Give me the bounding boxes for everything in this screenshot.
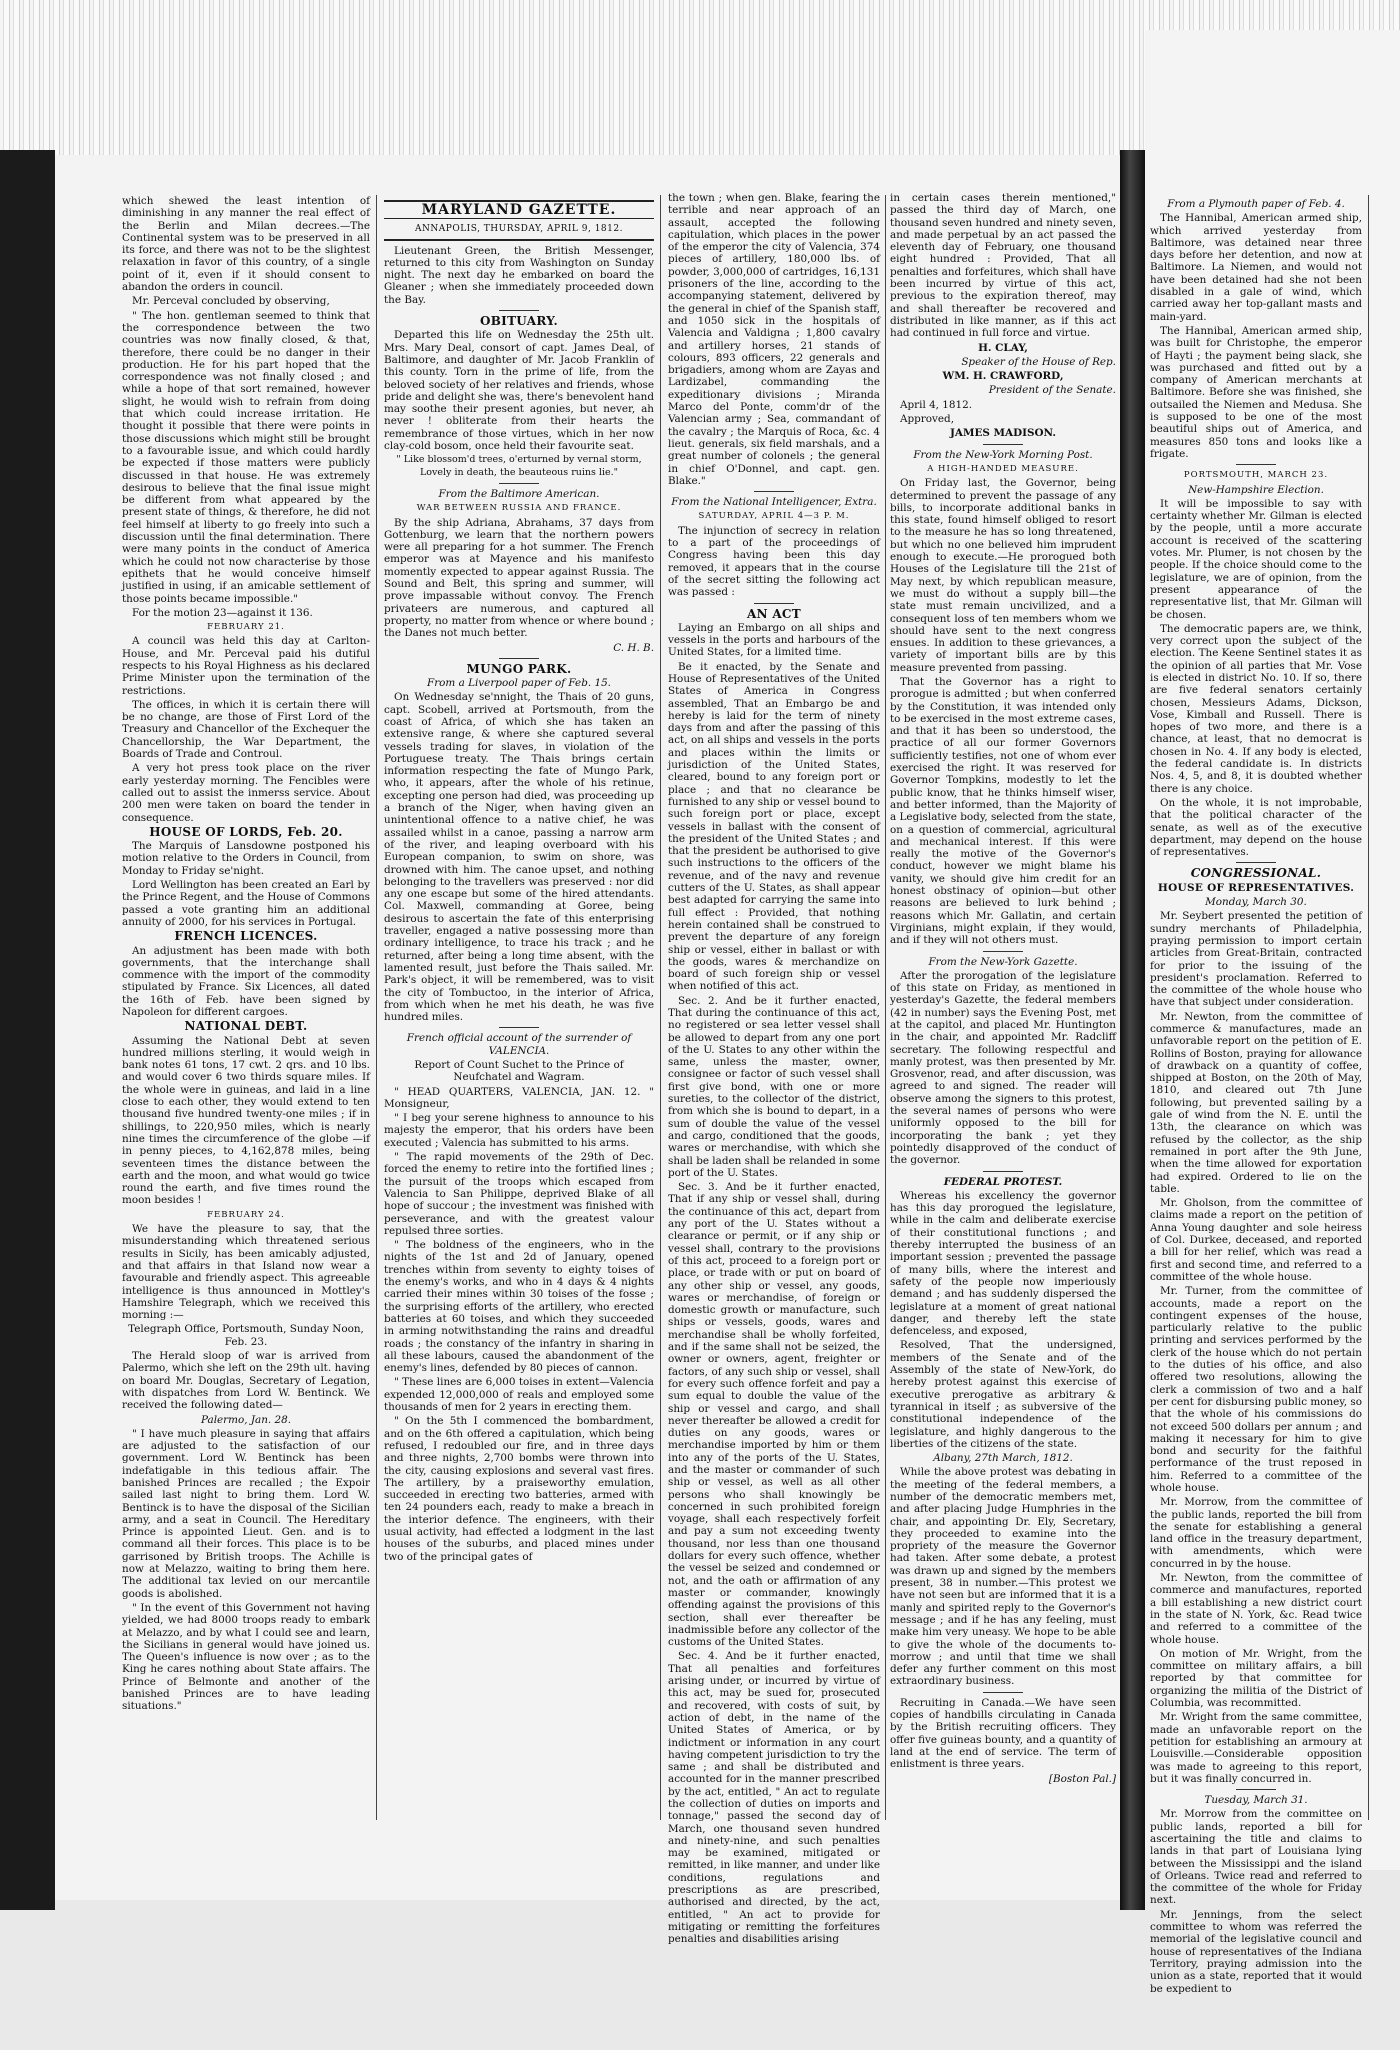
column-3 — [668, 192, 880, 1946]
paragraph: " On the 5th I commenced the bombardment, and on the 6th offered a capitulation, which being refused, I redoubled our fire, and in three days and three nights, 2,700 bombs were thrown into the city, causing explosions and several vast fires. The artillery, by a praiseworthy emulation, succeeded in erecting two batteries, armed with ten 24 pounders each, ready to make a breach in the interior defence. The engineers, with their usual activity, had effected a lodgment in the last houses of the suburbs, and placed mines under two of the principal gates of — [384, 1415, 654, 1563]
dateline-heading: Tuesday, March 31. — [1204, 1794, 1308, 1807]
source-heading: From the New-York Gazette. — [928, 955, 1078, 968]
signature-date: April 4, 1812. — [900, 398, 973, 411]
paragraph: " The rapid movements of the 29th of Dec. forced the enemy to retire into the fortified lines ; the pursuit of the troops which escaped from Valencia to San Philippe, deprived Blake of all hope of succour ; the investment was finished with perseverance, and with the greatest valour repulsed three sorties. — [384, 1151, 654, 1237]
paragraph: in certain cases therein mentioned," passed the third day of March, one thousand seven hundred and ninety seven, and made perpetual by an act passed the eleventh day of February, one thousand eight hundred : Provided, That all penalties and forfeitures, which shall have been incurred by virtue of this act, previous to the expiration thereof, may and shall thereafter be recovered and distributed in like manner, as if this act had continued in full force and virtue. — [890, 192, 1116, 340]
binding-edge-left — [0, 150, 55, 1910]
source-heading: From the National Intelligencer, Extra. — [671, 496, 877, 509]
divider — [1236, 464, 1276, 465]
paragraph: That the Governor has a right to prorogue is admitted ; but when conferred by the Constitution, it was intended only to be exercised in the most extreme cases, and that it has been so understood, the practice of all our former Governors sufficiently testifies, not one of whom ever exercised the right. It was reserved for Governor Tompkins, modestly to let the public know, that he thinks himself wiser, and better informed, than the Majority of a Legislative body, selected from the state, on a question of commercial, agricultural and mechanical interest. If this were really the motive of the Governor's conduct, however we might blame his vanity, we should give him credit for an honest obstinacy of opinion—but other reasons are believed to lurk behind ; reasons which Mr. Gallatin, and certain Virginians, might explain, if they would, and if they will not others must. — [890, 675, 1116, 947]
paragraph: Mr. Gholson, from the committee of claims made a report on the petition of Anna Young daughter and sole heiress of Col. Durkee, deceased, and reported a bill for her relief, which was read a first and second time, and referred to a committee of the whole house. — [1150, 1197, 1362, 1283]
divider — [499, 310, 539, 311]
paragraph: On the whole, it is not improbable, that the political character of the senate, as well as of the executive department, may depend on the house of representatives. — [1150, 796, 1362, 859]
section-heading: French official account of the surrender of VALENCIA. — [406, 1032, 632, 1057]
paragraph: Laying an Embargo on all ships and vessels in the ports and harbours of the United States, for a limited time. — [668, 621, 880, 659]
paragraph: Mr. Jennings, from the select committee to whom was referred the memorial of the legislative council and house of representatives of the Indiana Territory, praying admission into the union as a state, reported that it would be expedient to — [1150, 1908, 1362, 1995]
paragraph: " I have much pleasure in saying that affairs are adjusted to the satisfaction of our government. Lord W. Bentinck has been indefatigable in this tedious affair. The banished Princes are recalled ; the Expoir sailed last night to bring them. Lord W. Bentinck is to have the disposal of the Sicilian army, and a seat in Council. The Hereditary Prince is appointed Lieut. Gen. and is to command all their forces. This place is to be garrisoned by British troops. The Achille is now at Melazzo, waiting to bring them here. The additional tax levied on our mercantile goods is abolished. — [122, 1427, 370, 1600]
paragraph: Recruiting in Canada.—We have seen copies of handbills circulating in Canada by the British recruiting officers. They offer five guineas bounty, and a quantity of land at the end of service. The term of enlistment is three years. — [890, 1696, 1116, 1771]
paragraph: Lord Wellington has been created an Earl by the Prince Regent, and the House of Commons passed a vote granting him an additional annuity of 2000, for his services in Portugal. — [122, 879, 370, 928]
paragraph: A council was held this day at Carlton-House, and Mr. Perceval paid his dutiful respects to his Royal Highness as his declared Prime Minister upon the termination of the restrictions. — [122, 635, 370, 697]
paragraph: Mr. Morrow from the committee on public lands, reported a bill for ascertaining the title and claims to lands in that part of Louisiana lying between the Mississippi and the island of Orleans. Twice read and referred to the committee of the whole for Friday next. — [1150, 1808, 1362, 1907]
paragraph: " I beg your serene highness to announce to his majesty the emperor, that his orders have been executed ; Valencia has submitted to his arms. — [384, 1112, 654, 1149]
paragraph: Mr. Turner, from the committee of accounts, made a report on the contingent expenses of the house, particularly relative to the public printing and services performed by the clerk of the house which do not pertain to the duties of his office, and also offered two resolutions, allowing the clerk a commission of two and a half per cent for disbursing public money, so that the whole of his commissions do not exceed 500 dollars per annum ; and making it necessary for him to give bond and security for the faithful performance of the trust reposed in him. Referred to a committee of the whole house. — [1150, 1285, 1362, 1494]
column-rule — [376, 195, 377, 1820]
paragraph: A very hot press took place on the river early yesterday morning. The Fencibles were called out to assist the inmerss service. About 200 men were taken on board the tender in consequence. — [122, 762, 370, 824]
dateline-heading: SATURDAY, APRIL 4—3 P. M. — [698, 511, 850, 522]
paragraph: " These lines are 6,000 toises in extent—Valencia expended 12,000,000 of reals and employed some thousands of men for 2 years in erecting them. — [384, 1376, 654, 1414]
divider — [754, 603, 794, 604]
section-heading: WAR BETWEEN RUSSIA AND FRANCE. — [416, 503, 622, 514]
paragraph: the town ; when gen. Blake, fearing the terrible and near approach of an assault, accepted the following capitulation, which places in the power of the emperor the city of Valencia, 374 pieces of artillery, 180,000 lbs. of powder, 3,000,000 of cartridges, 16,131 prisoners of the line, according to the accompanying statement, delivered by the general in chief of the Spanish staff, and 1050 sick in the hospitals of Valencia and Valdigna ; 1,800 cavalry and artillery horses, 21 stands of colours, 893 officers, 22 generals and brigadiers, among whom are Zayas and Lardizabel, commanding the expeditionary divisions ; Miranda Marco del Ponte, comm'dr of the Valencian army ; Sea, commandant of the cavalry ; the Marquis of Roca, &c. 4 lieut. generals, six field marshals, and a great number of colonels ; the general in chief O'Donnel, and capt. gen. Blake." — [668, 192, 880, 487]
paragraph: Mr. Seybert presented the petition of sundry merchants of Philadelphia, praying permission to import certain articles from Great-Britain, contracted for prior to the issuing of the president's proclamation. Referred to the committee of the whole house who have that subject under consideration. — [1150, 910, 1362, 1009]
masthead-title: MARYLAND GAZETTE. — [384, 200, 654, 219]
section-heading: AN ACT — [746, 606, 802, 621]
paragraph: Mr. Morrow, from the committee of the public lands, reported the bill from the senate for establishing a general land office in the treasury department, with amendments, which were concurred in by the house. — [1150, 1496, 1362, 1570]
paragraph: Report of Count Suchet to the Prince of Neufchatel and Wagram. — [414, 1059, 624, 1084]
paragraph: Telegraph Office, Portsmouth, Sunday Noon, Feb. 23. — [128, 1323, 364, 1348]
signature-name: H. CLAY, — [978, 341, 1028, 354]
section-heading: HOUSE OF REPRESENTATIVES. — [1157, 881, 1355, 894]
source-heading: From the Baltimore American. — [438, 487, 600, 500]
divider — [1236, 862, 1276, 863]
dateline-heading: PORTSMOUTH, MARCH 23. — [1183, 470, 1329, 481]
divider — [499, 658, 539, 659]
divider — [754, 491, 794, 492]
paragraph: We have the pleasure to say, that the misunderstanding which threatened serious results in Sicily, has been amicably adjusted, and that affairs in that Island now wear a favourable and friendly aspect. This agreeable intelligence is thus announced in Mottley's Hamshire Telegraph, which we received this morning :— — [122, 1223, 370, 1322]
column-rule — [1368, 195, 1369, 1820]
source-heading: From a Liverpool paper of Feb. 15. — [427, 677, 611, 690]
paragraph: Sec. 3. And be it further enacted, That if any ship or vessel shall, during the continuance of this act, depart from any port of the U. States without a clearance or permit, or if any ship or vessel shall, contrary to the provisions of this act, proceed to a foreign port or place, or trade with or put on board of any other ship or vessel, any goods, wares or merchandise, of foreign or domestic growth or manufacture, such ships or vessels, goods, wares and merchandise shall be wholly forfeited, and if the same shall not be seized, the owner or owners, agent, freighter or factors, of any such ship or vessel, shall for every such offence forfeit and pay a sum equal to double the value of the ship or vessel and cargo, and shall never thereafter be allowed a credit for duties on any goods, wares or merchandise imported by him or them into any of the ports of the U. States, and the master or commander of such ship or vessel, as well as all other persons who shall knowingly be concerned in such prohibited foreign voyage, shall each respectively forfeit and pay a sum not exceeding twenty thousand, nor less than one thousand dollars for every such offence, whether the vessel be seized and condemned or not, and the oath or affirmation of any master or commander, knowingly offending against the provisions of this section, shall ever thereafter be inadmissible before any collector of the customs of the United States. — [668, 1181, 880, 1649]
paragraph: The Herald sloop of war is arrived from Palermo, which she left on the 29th ult. having on board Mr. Douglas, Secretary of Legation, with dispatches from Lord W. Bentinck. We received the following dated— — [122, 1350, 370, 1412]
section-heading: HOUSE OF LORDS, Feb. 20. — [149, 824, 343, 839]
paragraph: The offices, in which it is certain there will be no change, are those of First Lord of the Treasury and Chancellor of the Exchequer the Chancellorship, the War Department, the Boards of Trade and Controul. — [122, 698, 370, 761]
paragraph: Whereas his excellency the governor has this day prorogued the legislature, while in the calm and deliberate exercise of their constitutional functions ; and thereby interrupted the business of an important session ; prevented the passage of many bills, where the interest and safety of the people now imperiously demand ; and has suddenly dispersed the legislature at a moment of great national danger, and thereby left the state defenceless, and exposed, — [890, 1189, 1116, 1338]
section-heading: MUNGO PARK. — [466, 661, 572, 676]
signature: C. H. B. — [613, 641, 654, 654]
divider — [1236, 1789, 1276, 1790]
paragraph: Mr. Perceval concluded by observing, — [132, 295, 330, 308]
section-heading: OBITUARY. — [479, 314, 559, 329]
column-1 — [122, 195, 370, 1815]
divider — [499, 483, 539, 484]
column-2 — [384, 200, 654, 1820]
paragraph: Sec. 4. And be it further enacted, That all penalties and forfeitures arising under, or incurred by virtue of this act, may be sued for, prosecuted and recovered, with costs of suit, by action of debt, in the name of the United States of America, or by indictment or information in any court having competent jurisdiction to try the same ; and shall be distributed and accounted for in the manner prescribed by the act, entitled, " An act to regulate the collection of duties on imports and tonnage," passed the second day of March, one thousand seven hundred and ninety-nine, and such penalties may be examined, mitigated or remitted, in like manner, and under like conditions, regulations and prescriptions as are prescribed, authorised and directed, by the act, entitled, " An act to provide for mitigating or remitting the forfeitures penalties and disabilities arising — [668, 1650, 880, 1946]
paragraph: An adjustment has been made with both governments, that the interchange shall commence with the import of the commodity stipulated by France. Six Licences, all dated the 16th of Feb. have been signed by Napoleon for different cargoes. — [122, 944, 370, 1018]
paragraph: Lieutenant Green, the British Messenger, returned to this city from Washington on Sunday night. The next day he embarked on board the Gleaner ; when she immediately proceeded down the Bay. — [384, 244, 654, 306]
paragraph: By the ship Adriana, Abrahams, 37 days from Gottenburg, we learn that the northern powers were all preparing for a hot summer. The French emperor was at Mayence and his manifesto momently expected to appear against Russia. The Sound and Belt, this spring and summer, will prove impassable without convoy. The French privateers are numerous, and captured all property, no matter from whence or where bound ; the Danes not much better. — [384, 516, 654, 640]
paragraph: Departed this life on Wednesday the 25th ult. Mrs. Mary Deal, consort of capt. James Deal, of Baltimore, and daughter of Mr. Jacob Franklin of this county. Torn in the prime of life, from the beloved society of her relatives and friends, whose pride and delight she was, there's benevolent hand may soothe their present agonies, but never, ah never ! obliterate from their hearts the remembrance of those virtues, which in her now clay-cold bosom, once held their favourite seat. — [384, 329, 654, 453]
column-rule — [660, 195, 661, 1820]
paragraph: which shewed the least intention of diminishing in any manner the real effect of the Berlin and Milan decrees.—The Continental system was to be preserved in all its force, and there was not to be the slightest relaxation in favor of this country, of a single point of it, even if it should consent to abandon the orders in council. — [122, 195, 370, 294]
dateline-heading: Albany, 27th March, 1812. — [933, 1452, 1073, 1465]
signature-name: WM. H. CRAWFORD, — [942, 370, 1064, 383]
dateline-heading: FEBRUARY 21. — [207, 622, 285, 633]
column-rule — [885, 195, 886, 1820]
section-heading: NATIONAL DEBT. — [184, 1019, 308, 1034]
verse: " Like blossom'd trees, o'erturned by vernal storm, Lovely in death, the beauteous ruins lie." — [396, 454, 642, 478]
divider — [983, 1171, 1023, 1172]
divider — [983, 444, 1023, 445]
paragraph: The injunction of secrecy in relation to a part of the proceedings of Congress having been this day removed, it appears that in the course of the secret sitting the following act was passed : — [668, 524, 880, 599]
divider — [983, 951, 1023, 952]
paragraph: " In the event of this Government not having yielded, we had 8000 troops ready to embark at Melazzo, and by what I could see and learn, the Sicilians in general would have joined us. The Queen's influence is now over ; as to the King he cares nothing about State affairs. The Prince of Belmonte and another of the banished Princes are to have leading situations." — [122, 1601, 370, 1713]
signature: [Boston Pal.] — [1048, 1772, 1116, 1785]
section-heading: CONGRESSIONAL. — [1190, 866, 1322, 881]
signature-approved: Approved, — [900, 413, 955, 426]
paragraph: Mr. Wright from the same committee, made an unfavorable report on the petition for establishing an armoury at Louisville.—Considerable opposition was made to agreeing to this report, but it was finally concurred in. — [1150, 1711, 1362, 1785]
paragraph: The democratic papers are, we think, very correct upon the subject of the election. The Keene Sentinel states it as the opinion of all parties that Mr. Vose is elected in district No. 10. If so, there are five federal senators certainly chosen, Messieurs Adams, Dickson, Vose, Kimball and Russell. There is hopes of two more, and there is a chance, at least, that no democrat is chosen in No. 4. If any body is elected, the federal candidate is. In districts Nos. 4, 5, and 8, it is doubted whether there is any choice. — [1150, 622, 1362, 795]
dateline-heading: Monday, March 30. — [1205, 896, 1307, 909]
paragraph: On Friday last, the Governor, being determined to prevent the passage of any bills, to incorporate additional banks in this state, found himself obliged to resort to the measure he has so long threatened, but which no one believed him imprudent enough to execute.—He prorogued both Houses of the Legislature till the 21st of May next, by which republican measure, we must do without a supply bill—the state must remain uncivilized, and a consequent loss of ten members whom we should have sent to the next congress ensues. In addition to these grievances, a variety of important bills are by this measure prevented from passing. — [890, 477, 1116, 674]
book-gutter — [1120, 150, 1145, 1910]
divider — [499, 1027, 539, 1028]
paragraph: Mr. Newton, from the committee of commerce and manufactures, reported a bill establishing a new district court in the state of N. York, &c. Read twice and referred to a committee of the whole house. — [1150, 1572, 1362, 1646]
section-heading: New-Hampshire Election. — [1188, 483, 1324, 496]
paragraph: Mr. Newton, from the committee of commerce & manufactures, made an unfavorable report on the petition of E. Rollins of Boston, praying for allowance of drawback on a quantity of coffee, shipped at Boston, on the 20th of May, 1810, and cleared out 7th June following, but prevented sailing by a gale of wind from the N. E. until the 13th, the clearance on which was refused by the collector, as the ship remained in port after the 9th June, when the time allowed for exportation had expired. Ordered to lie on the table. — [1150, 1010, 1362, 1195]
paragraph: " HEAD QUARTERS, VALENCIA, JAN. 12. " Monsigneur, — [384, 1085, 654, 1110]
paragraph: Be it enacted, by the Senate and House of Representatives of the United States of America in Congress assembled, That an Embargo be and hereby is laid for the term of ninety days from and after the passing of this act, on all ships and vessels in the ports and places within the limits or jurisdiction of the United States, cleared, bound to any foreign port or place ; and that no clearance be furnished to any ship or vessel bound to such foreign port or place, except vessels in ballast with the consent of the president of the United States ; and that the president be authorised to give such instructions to the officers of the revenue, and of the navy and revenue cutters of the U. States, as shall appear best adapted for carrying the same into full effect : Provided, that nothing herein contained shall be construed to prevent the departure of any foreign ship or vessel, either in ballast or with the goods, wares & merchandize on board of such foreign ship or vessel when notified of this act. — [668, 660, 880, 993]
column-5 — [1150, 198, 1362, 1995]
section-heading: FRENCH LICENCES. — [174, 929, 318, 944]
paragraph: The Hannibal, American armed ship, which arrived yesterday from Baltimore, was detained near three days before her detention, and now at Baltimore. La Niemen, and would not have been detained had she not been disabled in a gale of wind, which carried away her top-gallant masts and main-yard. — [1150, 212, 1362, 323]
paragraph: For the motion 23—against it 136. — [132, 606, 313, 619]
signature-title: President of the Senate. — [988, 384, 1116, 397]
source-heading: From a Plymouth paper of Feb. 4. — [1167, 198, 1345, 210]
dateline-heading: Palermo, Jan. 28. — [200, 1413, 292, 1426]
paragraph: " The boldness of the engineers, who in the nights of the 1st and 2d of January, opened trenches within from seventy to eighty toises of the enemy's works, and who in 4 days & 4 nights carried their mines within 30 toises of the fosse ; the surprising efforts of the artillery, who erected batteries at 60 toises, and which they succeeded in arming notwithstanding the rains and dreadful roads ; the constancy of the infantry in sharing in all these labours, caused the abandonment of the enemy's lines, defended by 80 pieces of cannon. — [384, 1239, 654, 1375]
paragraph: On Wednesday se'nnight, the Thais of 20 guns, capt. Scobell, arrived at Portsmouth, from the coast of Africa, of which she has taken an extensive range, & where she captured several vessels trading for slaves, in violation of the Portuguese treaty. The Thais brings certain information respecting the fate of Mungo Park, who, it appears, after the whole of his retinue, excepting one person had died, was proceeding up a branch of the Niger, when having given an unintentional offence to a native chief, he was assailed whilst in a canoe, passing a narrow arm of the river, and leaping overboard with his European companion, to swim on shore, was drowned with him. The canoe upset, and nothing belonging to the travellers was preserved : nor did any one escape but some of the hired attendants. Col. Maxwell, commanding at Goree, being desirous to ascertain the fate of this enterprising traveller, engaged a native possessing more than ordinary intelligence, to trace his track ; and he returned, after being a long time absent, with the lamented result, just before the Thais sailed. Mr. Park's object, it will be remembered, was to visit the city of Tombuctoo, in the interior of Africa, from which when he met his death, he was five hundred miles. — [384, 691, 654, 1024]
paragraph: Assuming the National Debt at seven hundred millions sterling, it would weigh in bank notes 61 tons, 17 cwt. 2 qrs. and 10 lbs. and would cover 6 two thirds square miles. If the whole were in guineas, and laid in a line close to each other, they would extend to ten thousand five hundred twenty-one miles ; if in shillings, to 220,950 miles, which is nearly nine times the circumference of the globe —if in penny pieces, to 4,162,878 miles, being seventeen times the distance between the earth and the moon, and what would go twice round the earth, and five times round the moon besides ! — [122, 1034, 370, 1207]
paragraph: Sec. 2. And be it further enacted, That during the continuance of this act, no registered or sea letter vessel shall be allowed to depart from any one port of the U. States to any other within the same, unless the master, owner, consignee or factor of such vessel shall first give bond, with one or more sureties, to the collector of the district, from which she is bound to depart, in a sum of double the value of the vessel and cargo, conditioned that the goods, wares or merchandise, with which she shall be laden shall be relanded in some port of the U. States. — [668, 994, 880, 1179]
column-4 — [890, 192, 1116, 1812]
signature-title: Speaker of the House of Rep. — [961, 355, 1116, 368]
paragraph: The Hannibal, American armed ship, was built for Christophe, the emperor of Hayti ; the payment being slack, she was purchased and fitted out by a company of American merchants at Baltimore. Before she was finished, she outsailed the Niemen and Medusa. She is supposed to be one of the most beautiful ships out of America, and measures 850 tons and looks like a frigate. — [1150, 324, 1362, 460]
section-heading: FEDERAL PROTEST. — [943, 1175, 1063, 1188]
masthead-dateline: ANNAPOLIS, THURSDAY, APRIL 9, 1812. — [384, 221, 654, 240]
section-heading: A HIGH-HANDED MEASURE. — [927, 463, 1079, 474]
paragraph: Resolved, That the undersigned, members of the Senate and of the Assembly of the state of New-York, do hereby protest against this exercise of executive prerogative as arbitrary & tyrannical in itself ; as subversive of the constitutional independence of the legislature, and highly dangerous to the liberties of the citizens of the state. — [890, 1339, 1116, 1450]
source-heading: From the New-York Morning Post. — [913, 448, 1093, 461]
dateline-heading: FEBRUARY 24. — [207, 1209, 285, 1220]
divider — [983, 1692, 1023, 1693]
paragraph: The Marquis of Lansdowne postponed his motion relative to the Orders in Council, from Monday to Friday se'night. — [122, 840, 370, 877]
paragraph: " The hon. gentleman seemed to think that the correspondence between the two countries was now finally closed, & that, therefore, there could be no danger in their production. He for his part hoped that the correspondence was not finally closed ; and while a hope of that sort remained, however slight, he would wish to refrain from doing that which could increase irritation. He thought it possible that there were points in those discussions which might still be brought to a favourable issue, and which could hardly be expected if those matters were publicly discussed in that house. He was extremely desirous to believe that the final issue might be different from what appeared by the present state of things, & therefore, he did not feel himself at liberty to go freely into such a discussion until the final determination. There were many points in the conduct of America which he could not now characterise by those epithets that he would conceive himself justified in using, if an amicable settlement of those points became impossible." — [122, 309, 370, 605]
signature-name: JAMES MADISON. — [950, 427, 1056, 440]
paragraph: After the prorogation of the legislature of this state on Friday, as mentioned in yesterday's Gazette, the federal members (42 in number) says the Evening Post, met at the capitol, and placed Mr. Huntington in the chair, and appointed Mr. Radcliff secretary. The following respectful and manly protest, was then presented by Mr. Grosvenor, read, and after discussion, was agreed to and signed. The reader will observe among the signers to this protest, the several names of persons who were uniformly opposed to the bill for incorporating the bank ; yet they pointedly disapproved of the conduct of the governor. — [890, 969, 1116, 1167]
paragraph: On motion of Mr. Wright, from the committee on military affairs, a bill reported by that committee for organizing the militia of the District of Columbia, was recommitted. — [1150, 1647, 1362, 1710]
paragraph: While the above protest was debating in the meeting of the federal members, a number of the democratic members met, and after placing Judge Humphries in the chair, and appointing Dr. Ely, Secretary, they proceeded to examine into the propriety of the measure the Governor had taken. After some debate, a protest was drawn up and signed by the members present, 38 in number.—This protest we have not seen but are informed that it is a manly and spirited reply to the Governor's message ; and if he has any feeling, must make him very uneasy. We hope to be able to give the whole of the documents to-morrow ; and until that time we shall defer any further comment on this most extraordinary business. — [890, 1466, 1116, 1688]
paragraph: It will be impossible to say with certainty whether Mr. Gilman is elected by the people, until a more accurate account is received of the scattering votes. Mr. Plumer, is not chosen by the people. If the choice should come to the legislature, we are of opinion, from the present appearance of the representative list, that Mr. Gilman will be chosen. — [1150, 497, 1362, 621]
